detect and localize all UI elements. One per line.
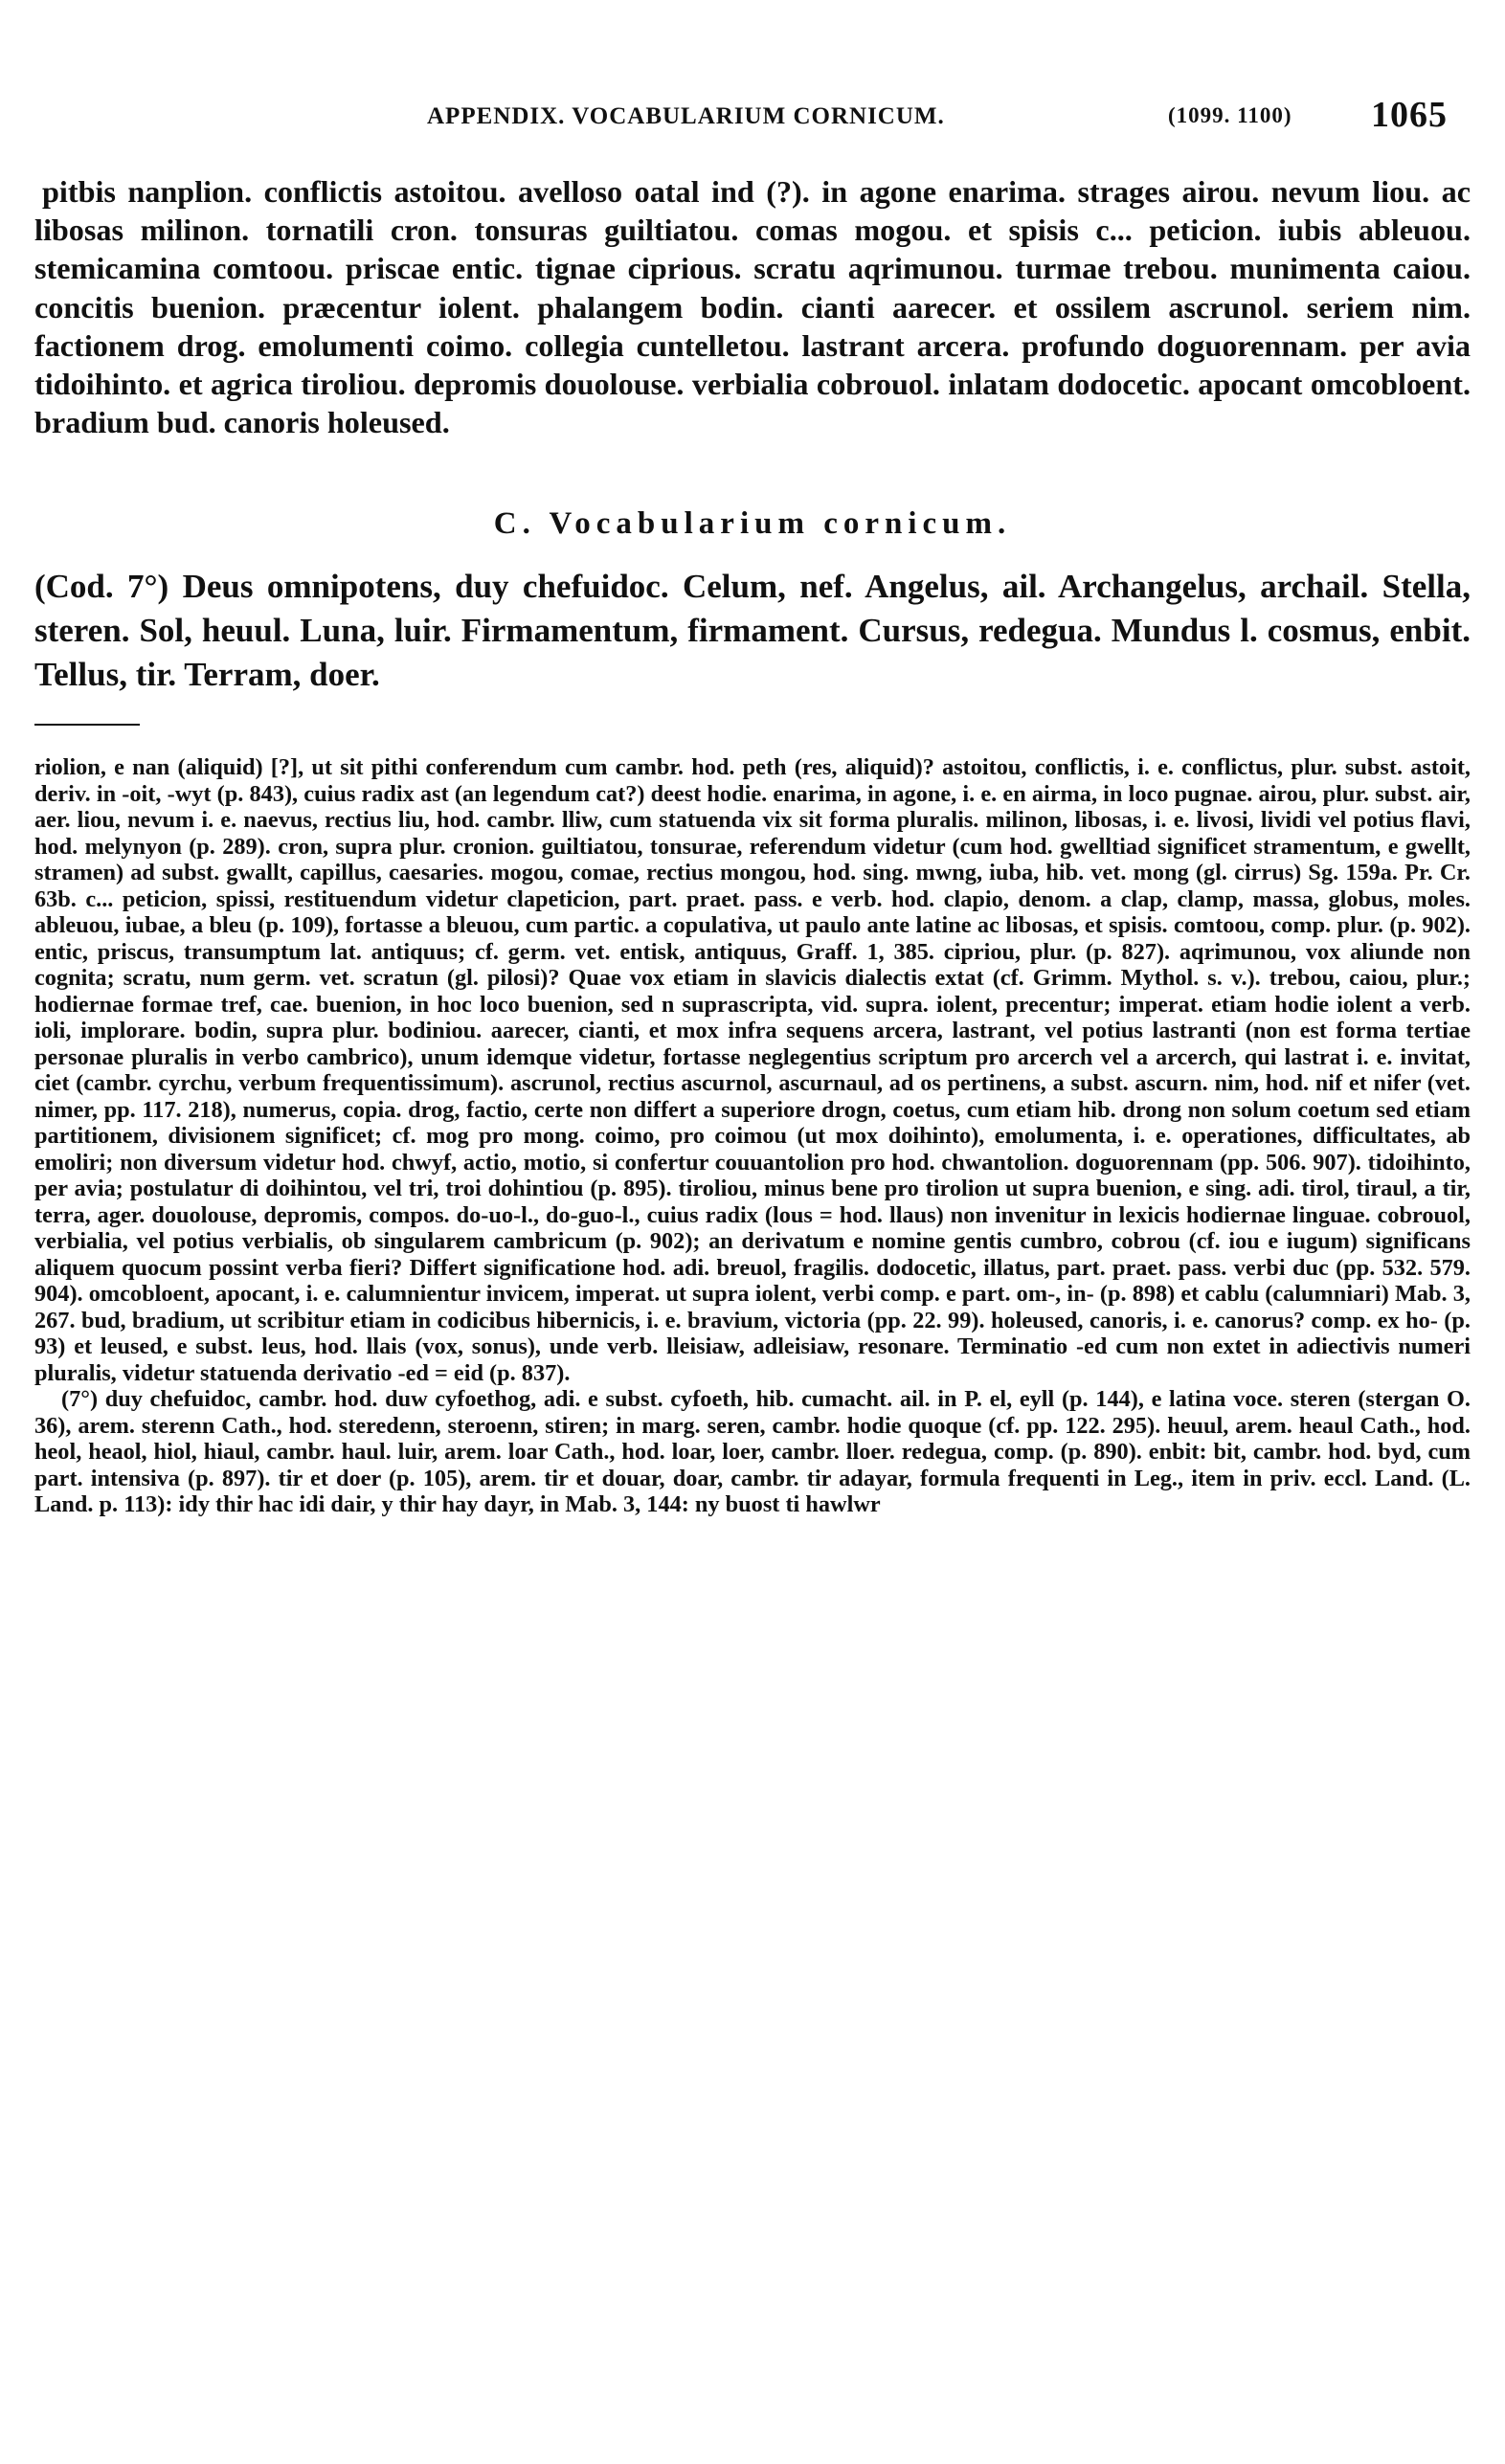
footnote-paragraph-2: (7°) duy chefuidoc, cambr. hod. duw cyfoethog, adi. e subst. cyfoeth, hib. cumacht. ail. in P. el, eyll (p. 144), e latina voce. steren (stergan O. 36), arem. sterenn Cath., hod. steredenn, steroenn, stiren; in marg. seren, cambr. hodie quoque (cf. pp. 122. 295). heuul, arem. heaul Cath., hod. heol, heaol, hiol, hiaul, cambr. haul. luir, arem. loar Cath., hod. loar, loer, cambr. lloer. redegua, comp. (p. 890). enbit: bit, cambr. hod. byd, cum part. intensiva (p. 897). tir et doer (p. 105), arem. tir et douar, doar, cambr. tir adayar, formula frequenti in Leg., item in priv. eccl. Land. (L. Land. p. 113): idy thir hac idi dair, y thir hay dayr, in Mab. 3, 144: ny buost ti hawlwr [34, 1386, 1471, 1518]
running-header [34, 92, 1471, 140]
main-text-block [34, 172, 1471, 441]
footnote-divider [34, 724, 140, 726]
main-paragraph: pitbis nanplion. conflictis astoitou. avelloso oatal ind (?). in agone enarima. strages airou. nevum liou. ac libosas milinon. tornatili cron. tonsuras guiltiatou. comas mogou. et spisis c... peticion. iubis ableuou. stemicamina comtoou. priscae entic. tignae ciprious. scratu aqrimunou. turmae trebou. munimenta caiou. concitis buenion. præcentur iolent. phalangem bodin. cianti aarecer. et ossilem ascrunol. seriem nim. factionem drog. emolumenti coimo. collegia cuntelletou. lastrant arcera. profundo doguorennam. per avia tidoihinto. et agrica tiroliou. depromis douolouse. verbialia cobrouol. inlatam dodocetic. apocant omcobloent. bradium bud. canoris holeused. [34, 174, 1471, 440]
section-heading: C. Vocabularium cornicum. [493, 506, 1012, 542]
page-number: 1065 [1371, 95, 1448, 135]
section-text: (Cod. 7°) Deus omnipotens, duy chefuidoc. Celum, nef. Angelus, ail. Archangelus, archail. Stella, steren. Sol, heuul. Luna, luir. Firmamentum, firmament. Cursus, redegua. Mundus l. cosmus, enbit. Tellus, tir. Terram, doer. [34, 568, 1471, 694]
footnotes [34, 754, 1471, 1518]
footnote-paragraph-1: riolion, e nan (aliquid) [?], ut sit pithi conferendum cum cambr. hod. peth (res, aliquid)? astoitou, conflictis, i. e. conflictus, plur. subst. astoit, deriv. in -oit, -wyt (p. 843), cuius radix ast (an legendum cat?) deest hodie. enarima, in agone, i. e. en airma, in loco pugnae. airou, plur. subst. air, aer. liou, nevum i. e. naevus, rectius liu, hod. cambr. lliw, cum statuenda vix sit forma pluralis. milinon, libosas, i. e. livosi, lividi vel potius flavi, hod. melynyon (p. 289). cron, supra plur. cronion. guiltiatou, tonsurae, referendum videtur (cum hod. gwelltiad significet stramentum, e gwellt, stramen) ad subst. gwallt, capillus, caesaries. mogou, comae, rectius mongou, hod. sing. mwng, iuba, hib. vet. mong (gl. cirrus) Sg. 159a. Pr. Cr. 63b. c... peticion, spissi, restituendum videtur clapeticion, part. praet. pass. e verb. hod. clapio, denom. a clap, clamp, massa, globus, moles. ableuou, iubae, a bleu (p. 109), fortasse a bleuou, cum partic. a copulativa, ut paulo ante latine ac libosas, et spisis. comtoou, comp. plur. (p. 902). entic, priscus, transumptum lat. antiquus; cf. germ. vet. entisk, antiquus, Graff. 1, 385. cipriou, plur. (p. 827). aqrimunou, vox aliunde non cognita; scratu, num germ. vet. scratun (gl. pilosi)? Quae vox etiam in slavicis dialectis extat (cf. Grimm. Mythol. s. v.). trebou, caiou, plur.; hodiernae formae tref, cae. buenion, in hoc loco buenion, sed n suprascripta, vid. supra. iolent, precentur; imperat. etiam hodie iolent a verb. ioli, implorare. bodin, supra plur. bodiniou. aarecer, cianti, et mox infra sequens arcera, lastrant, vel potius lastranti (non est forma tertiae personae pluralis in verbo cambrico), unum idemque videtur, fortasse neglegentius scriptum pro arcerch vel a arcerch, qui lastrat i. e. invitat, ciet (cambr. cyrchu, verbum frequentissimum). ascrunol, rectius ascurnol, ascurnaul, ad os pertinens, a subst. ascurn. nim, hod. nif et nifer (vet. nimer, pp. 117. 218), numerus, copia. drog, factio, certe non differt a superiore drogn, coetus, cum etiam hib. drong non solum coetum sed etiam partitionem, divisionem significet; cf. mog pro mong. coimo, pro coimou (ut mox doihinto), emolumenta, i. e. operationes, difficultates, ab emoliri; non diversum videtur hod. chwyf, actio, motio, si confertur couuantolion pro hod. chwantolion. doguorennam (pp. 506. 907). tidoihinto, per avia; postulatur di doihintou, vel tri, troi dohintiou (p. 895). tiroliou, minus bene pro tirolion ut supra buenion, e sing. adi. tirol, tiraul, a tir, terra, ager. douolouse, depromis, compos. do-uo-l., do-guo-l., cuius radix (lous = hod. llaus) non invenitur in lexicis hodiernae linguae. cobrouol, verbialia, vel potius verbialis, ob singularem cambricum (p. 902); an derivatum e nomine gentis cumbro, cobrou (cf. iou e iugum) significans aliquem quocum possint verba fieri? Differt significatione hod. adi. breuol, fragilis. dodocetic, illatus, part. praet. pass. verbi duc (pp. 532. 579. 904). omcobloent, apocant, i. e. calumnientur invicem, imperat. ut supra iolent, verbi comp. e part. om-, in- (p. 898) et cablu (calumniari) Mab. 3, 267. bud, bradium, ut scribitur etiam in codicibus hibernicis, i. e. bravium, victoria (pp. 22. 99). holeused, canoris, i. e. canorus? comp. ex ho- (p. 93) et leused, e subst. leus, hod. llais (vox, sonus), unde verb. lleisiaw, adleisiaw, resonare. Terminatio -ed cum non extet in adiectivis numeri pluralis, videtur statuenda derivatio -ed = eid (p. 837). [34, 754, 1471, 1386]
book-page [34, 92, 1471, 1518]
header-title: APPENDIX. VOCABULARIUM CORNICUM. [427, 103, 945, 129]
header-column-numbers: (1099. 1100) [1168, 103, 1292, 127]
